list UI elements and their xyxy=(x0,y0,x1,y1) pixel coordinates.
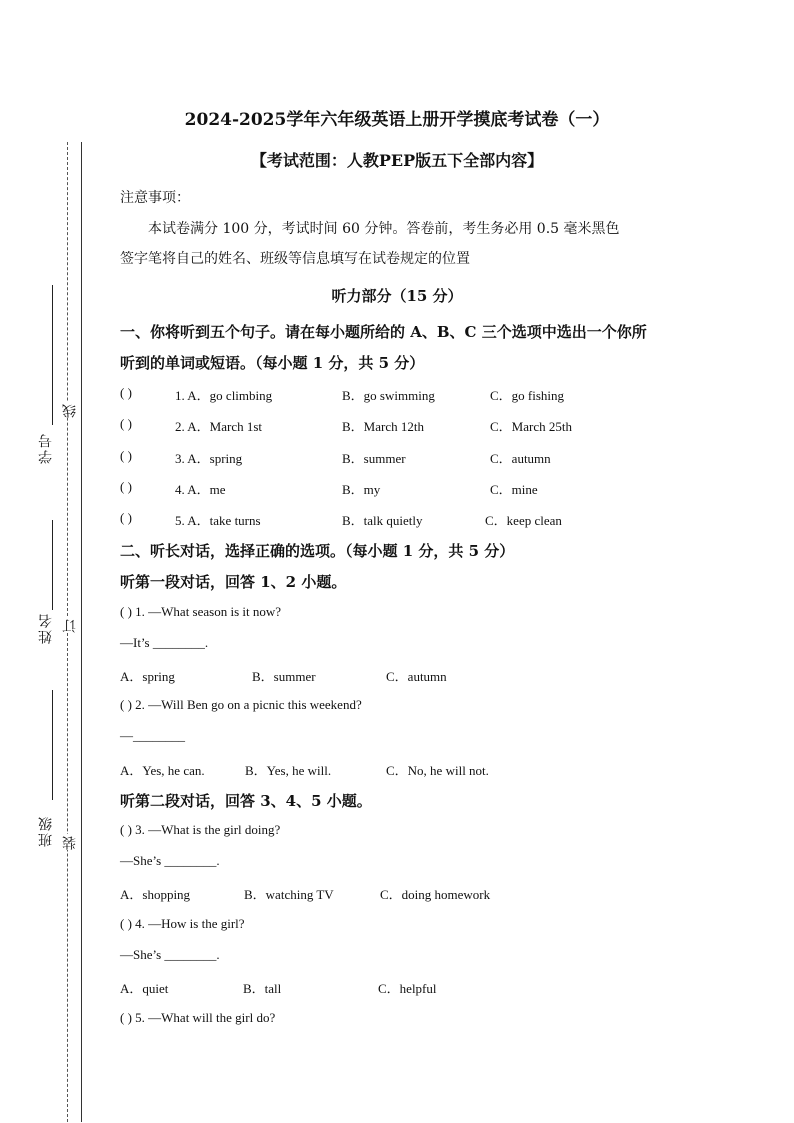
option-a: 2. A．March 1st xyxy=(175,419,263,434)
answer-bracket[interactable]: ( ) xyxy=(120,448,132,463)
option-b: B．March 12th xyxy=(342,419,424,434)
name-label: 姓名 xyxy=(38,612,54,644)
part1-instruction-1: 一、你将听到五个句子。请在每小题所给的 A、B、C 三个选项中选出一个你所 xyxy=(120,323,647,341)
answer-bracket[interactable]: ( ) xyxy=(120,510,132,525)
option-b: B．my xyxy=(342,482,381,497)
part2-question-3[interactable]: ( ) 3. —What is the girl doing? xyxy=(120,822,281,837)
part2-answer-1: —It’s ________. xyxy=(120,635,209,650)
part2-question-2[interactable]: ( ) 2. —Will Ben go on a picnic this weekend? xyxy=(120,697,362,712)
option-c: C．autumn xyxy=(386,669,447,684)
option-a: 3. A．spring xyxy=(175,451,243,466)
answer-bracket[interactable]: ( ) xyxy=(120,385,132,400)
line-mark: 线 xyxy=(62,402,78,418)
option-c: C．doing homework xyxy=(380,887,491,902)
option-b: B．Yes, he will. xyxy=(245,763,332,778)
bind-mark: 订 xyxy=(62,617,78,633)
option-b: B．talk quietly xyxy=(342,513,423,528)
student-id-write-line xyxy=(52,285,53,425)
part2-answer-2: —________ xyxy=(120,728,185,743)
exam-title: 2024-2025学年六年级英语上册开学摸底考试卷（一） xyxy=(184,110,610,130)
answer-bracket[interactable]: ( ) xyxy=(120,479,132,494)
option-b: B．go swimming xyxy=(342,388,435,403)
option-b: B．summer xyxy=(342,451,406,466)
part2-answer-3: —She’s ________. xyxy=(120,853,220,868)
option-c: C．March 25th xyxy=(490,419,572,434)
option-b: B．tall xyxy=(243,981,282,996)
student-id-label: 学号 xyxy=(38,432,54,464)
option-a: A．Yes, he can. xyxy=(120,763,205,778)
option-c: C．helpful xyxy=(378,981,437,996)
option-a: A．shopping xyxy=(120,887,191,902)
option-c: C．autumn xyxy=(490,451,551,466)
part2-answer-4: —She’s ________. xyxy=(120,947,220,962)
part1-instruction-2: 听到的单词或短语。（每小题 1 分，共 5 分） xyxy=(120,354,425,372)
notice-line-1: 本试卷满分 100 分，考试时间 60 分钟。答卷前，考生务必用 0.5 毫米黑色 xyxy=(148,221,620,237)
option-c: C．go fishing xyxy=(490,388,565,403)
option-a: 4. A．me xyxy=(175,482,226,497)
part2-question-1[interactable]: ( ) 1. —What season is it now? xyxy=(120,604,282,619)
option-b: B．watching TV xyxy=(244,887,334,902)
option-a: A．quiet xyxy=(120,981,169,996)
notice-line-2: 签字笔将自己的姓名、班级等信息填写在试卷规定的位置 xyxy=(120,251,470,267)
listening-heading: 听力部分（15 分） xyxy=(331,287,463,305)
exam-scope: 【考试范围：人教PEP版五下全部内容】 xyxy=(250,151,544,170)
part2-question-5[interactable]: ( ) 5. —What will the girl do? xyxy=(120,1010,276,1025)
name-write-line xyxy=(52,520,53,610)
option-a: 1. A．go climbing xyxy=(175,388,273,403)
option-a: 5. A．take turns xyxy=(175,513,261,528)
option-c: C．No, he will not. xyxy=(386,763,489,778)
part2-instruction: 二、听长对话，选择正确的选项。（每小题 1 分，共 5 分） xyxy=(120,542,515,560)
seal-mark: 装 xyxy=(62,834,78,850)
answer-bracket[interactable]: ( ) xyxy=(120,416,132,431)
class-write-line xyxy=(52,690,53,800)
option-c: C．mine xyxy=(490,482,538,497)
part2-question-4[interactable]: ( ) 4. —How is the girl? xyxy=(120,916,245,931)
dialog1-heading: 听第一段对话，回答 1、2 小题。 xyxy=(120,573,347,591)
option-b: B．summer xyxy=(252,669,316,684)
class-label: 班级 xyxy=(38,815,54,847)
dialog2-heading: 听第二段对话，回答 3、4、5 小题。 xyxy=(120,792,372,810)
option-c: C．keep clean xyxy=(485,513,562,528)
option-a: A．spring xyxy=(120,669,175,684)
notice-label: 注意事项： xyxy=(120,190,190,206)
